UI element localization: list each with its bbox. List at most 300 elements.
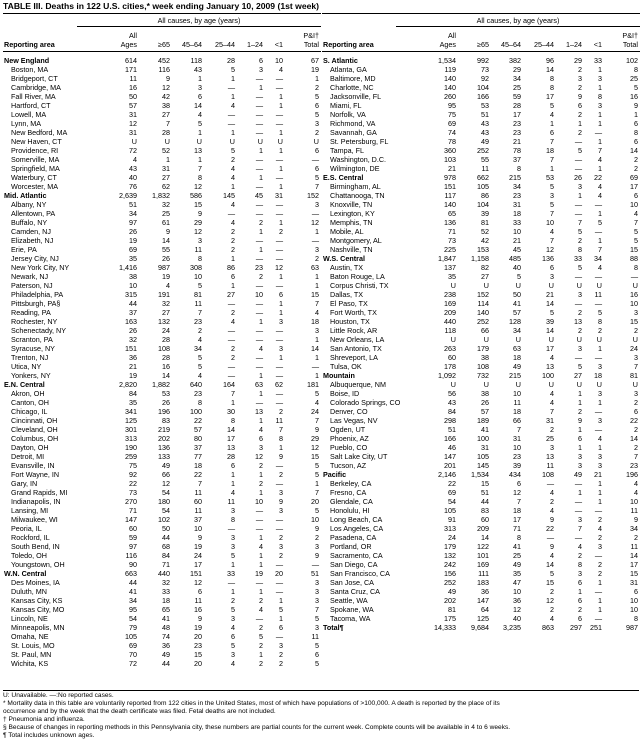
age-65-cell: 252 (477, 317, 489, 326)
age-65-cell: 102 (158, 515, 170, 524)
age-65-cell: 32 (162, 299, 170, 308)
reporting-area-name: Pittsburgh, PA§ (11, 299, 61, 308)
age-1-24-cell: 2 (578, 605, 582, 614)
pi-total-cell: 2 (634, 155, 638, 164)
reporting-area-header: Reporting area (323, 40, 374, 49)
age-65-cell: 57 (481, 407, 489, 416)
age-65-cell: 83 (481, 506, 489, 515)
reporting-area-name: New Orleans, LA (330, 335, 385, 344)
reporting-area-name: Savannah, GA (330, 128, 377, 137)
pi-total-cell: U (632, 380, 638, 389)
all-ages-cell: 440 (444, 317, 456, 326)
table-row (3, 497, 321, 506)
age-1-24-cell: — (255, 155, 263, 164)
all-ages-cell: 56 (448, 389, 456, 398)
all-ages-cell: 71 (448, 227, 456, 236)
all-ages-cell: 69 (129, 641, 137, 650)
age-45-64-cell: 215 (509, 371, 521, 380)
age-45-64-cell: 586 (190, 191, 202, 200)
all-ages-cell: 315 (125, 290, 137, 299)
table-row (3, 506, 321, 515)
age-1-24-cell: 6 (259, 56, 263, 65)
pi-total-cell: 4 (315, 398, 319, 407)
age-45-64-cell: 7 (517, 425, 521, 434)
pi-total-cell: 12 (311, 443, 319, 452)
reporting-area-name: Duluth, MN (11, 587, 47, 596)
age-lt1-cell: 3 (279, 317, 283, 326)
reporting-area-name: Springfield, MA (11, 164, 60, 173)
age-25-44-cell: 8 (550, 83, 554, 92)
age-65-cell: 43 (481, 128, 489, 137)
reporting-area-name: Cincinnati, OH (11, 416, 58, 425)
age-25-44-cell: 3 (550, 272, 554, 281)
all-ages-cell: 166 (444, 434, 456, 443)
age-25-44-cell: 4 (231, 200, 235, 209)
age-65-cell: 27 (162, 173, 170, 182)
age-65-cell: 27 (162, 308, 170, 317)
age-25-44-cell: 7 (550, 155, 554, 164)
all-ages-cell: 76 (129, 182, 137, 191)
reporting-area-name: Kansas City, MO (11, 605, 65, 614)
all-ages-cell: 51 (448, 425, 456, 434)
pi-total-cell: 10 (630, 497, 638, 506)
age-45-64-cell: 8 (198, 254, 202, 263)
age-1-24-cell: 12 (255, 452, 263, 461)
table-row (322, 263, 640, 272)
all-ages-cell: 21 (129, 362, 137, 371)
table-row (3, 632, 321, 641)
age-1-24-cell: 1 (259, 371, 263, 380)
all-ages-cell: 117 (444, 191, 456, 200)
age-group-label: All causes, by age (years) (77, 16, 321, 27)
pi-total-cell: 16 (630, 290, 638, 299)
pi-total-cell: 7 (315, 488, 319, 497)
age-lt1-cell: — (275, 461, 283, 470)
pi-total-cell: 6 (634, 587, 638, 596)
reporting-area-name: Rockford, IL (11, 533, 50, 542)
table-row (3, 371, 321, 380)
age-65-cell: 14 (162, 236, 170, 245)
all-ages-cell: 178 (444, 362, 456, 371)
age-1-24-cell: 5 (578, 227, 582, 236)
age-lt1-cell: 4 (598, 263, 602, 272)
age-45-64-cell: 8 (198, 398, 202, 407)
reporting-area-name: Omaha, NE (11, 632, 49, 641)
age-65-cell: 51 (481, 488, 489, 497)
pi-total-cell: U (632, 335, 638, 344)
table-header-left (3, 13, 321, 52)
reporting-area-name: E.S. Central (323, 173, 364, 182)
age-group-label: All causes, by age (years) (396, 16, 640, 27)
age-1-24-cell: 3 (578, 182, 582, 191)
age-65-cell: 31 (481, 443, 489, 452)
age-45-64-cell: 40 (513, 614, 521, 623)
age-25-44-cell: 5 (231, 551, 235, 560)
pi-total-cell: 9 (315, 551, 319, 560)
age-45-64-cell: 8 (517, 533, 521, 542)
age-lt1-cell: 5 (279, 605, 283, 614)
age-45-64-cell: 19 (194, 542, 202, 551)
age-25-44-cell: 2 (231, 596, 235, 605)
all-ages-cell: 70 (129, 650, 137, 659)
table-row (3, 236, 321, 245)
age-45-64-header: 45–64 (501, 40, 521, 49)
age-25-44-cell: 4 (550, 398, 554, 407)
age-45-64-cell: 34 (513, 182, 521, 191)
reporting-area-name: Tampa, FL (330, 146, 364, 155)
age-65-cell: U (483, 335, 489, 344)
age-65-cell: 44 (162, 533, 170, 542)
table-row (3, 200, 321, 209)
pi-total-header: Total (303, 40, 319, 49)
age-65-cell: 74 (162, 632, 170, 641)
reporting-area-name: Somerville, MA (11, 155, 60, 164)
age-25-44-cell: 18 (546, 146, 554, 155)
reporting-area-name: New Bedford, MA (11, 128, 68, 137)
age-1-24-cell: 1 (259, 317, 263, 326)
region-row (322, 56, 640, 65)
age-1-24-cell: — (255, 524, 263, 533)
age-65-cell: 53 (162, 389, 170, 398)
age-45-64-cell: 4 (198, 110, 202, 119)
all-ages-cell: 238 (444, 290, 456, 299)
reporting-area-name: Honolulu, HI (330, 506, 370, 515)
age-25-44-cell: 1 (231, 398, 235, 407)
age-1-24-cell: 6 (578, 578, 582, 587)
age-65-cell: 49 (162, 461, 170, 470)
pi-total-cell: — (311, 209, 319, 218)
reporting-area-name: Fort Wayne, IN (11, 470, 60, 479)
all-ages-cell: 92 (129, 470, 137, 479)
age-45-64-cell: 41 (513, 299, 521, 308)
age-25-44-cell: 1 (550, 119, 554, 128)
reporting-area-name: Des Moines, IA (11, 578, 60, 587)
age-25-44-cell: 5 (550, 200, 554, 209)
all-ages-cell: 38 (129, 272, 137, 281)
pi-total-cell: 2 (315, 533, 319, 542)
age-65-cell: 662 (477, 173, 489, 182)
reporting-area-name: Camden, NJ (11, 227, 51, 236)
age-65-cell: U (164, 137, 170, 146)
age-25-44-cell: 5 (550, 101, 554, 110)
age-1-24-cell: 49 (574, 470, 582, 479)
pi-total-cell: 9 (634, 101, 638, 110)
age-65-cell: 44 (481, 497, 489, 506)
age-25-44-cell: 8 (231, 416, 235, 425)
age-lt1-cell: 8 (598, 92, 602, 101)
age-25-44-cell: — (227, 209, 235, 218)
all-ages-cell: 2,639 (119, 191, 137, 200)
table-row (3, 137, 321, 146)
age-lt1-cell: 1 (598, 488, 602, 497)
age-45-64-cell: 3 (198, 83, 202, 92)
age-65-cell: 183 (477, 578, 489, 587)
age-lt1-cell: — (594, 200, 602, 209)
age-45-64-cell: 308 (190, 263, 202, 272)
age-25-44-cell: 14 (546, 326, 554, 335)
age-1-24-cell: 10 (255, 290, 263, 299)
age-25-44-cell: 7 (231, 389, 235, 398)
all-ages-header-top: All (129, 31, 137, 40)
age-65-cell: 133 (158, 452, 170, 461)
age-lt1-cell: — (275, 362, 283, 371)
age-65-cell: 122 (477, 542, 489, 551)
reporting-area-name: Bridgeport, CT (11, 74, 58, 83)
table-row (3, 551, 321, 560)
all-ages-cell: 54 (129, 614, 137, 623)
age-45-64-cell: 485 (509, 254, 521, 263)
table-row (322, 524, 640, 533)
age-45-64-cell: 43 (194, 65, 202, 74)
table-row (3, 452, 321, 461)
reporting-area-name: New York City, NY (11, 263, 70, 272)
reporting-area-name: S. Atlantic (323, 56, 358, 65)
age-1-24-cell: 1 (259, 470, 263, 479)
reporting-area-name: St. Louis, MO (11, 641, 55, 650)
age-lt1-cell: 22 (594, 173, 602, 182)
all-ages-cell: 73 (129, 488, 137, 497)
all-ages-cell: 225 (444, 245, 456, 254)
pi-total-cell: 7 (634, 362, 638, 371)
age-25-44-cell: 5 (231, 605, 235, 614)
reporting-area-name: Newark, NJ (11, 272, 49, 281)
table-row (3, 407, 321, 416)
pi-total-header: Total (622, 40, 638, 49)
all-ages-cell: 46 (448, 443, 456, 452)
age-65-cell: 50 (162, 524, 170, 533)
age-lt1-cell: — (594, 614, 602, 623)
age-65-cell: 180 (158, 497, 170, 506)
age-25-44-cell: 1 (231, 479, 235, 488)
age-45-64-cell: 23 (194, 641, 202, 650)
age-45-64-cell: 10 (513, 389, 521, 398)
age-65-cell: 92 (481, 74, 489, 83)
age-1-24-cell: 1 (259, 560, 263, 569)
age-25-44-cell: 4 (550, 227, 554, 236)
age-65-cell: 66 (162, 470, 170, 479)
all-ages-cell: 2,146 (438, 470, 456, 479)
age-65-cell: 9 (166, 74, 170, 83)
age-lt1-cell: 20 (275, 569, 283, 578)
table-row (322, 92, 640, 101)
age-65-cell: 11 (481, 164, 489, 173)
all-ages-cell: 202 (444, 596, 456, 605)
table-row (3, 101, 321, 110)
age-25-44-cell: 164 (223, 380, 235, 389)
age-65-cell: 28 (162, 353, 170, 362)
age-1-24-cell: 1 (259, 389, 263, 398)
age-45-64-cell: 13 (194, 146, 202, 155)
age-45-64-header: 45–64 (182, 40, 202, 49)
age-65-cell: 18 (162, 596, 170, 605)
age-1-24-cell: 4 (259, 542, 263, 551)
pi-total-cell: 7 (315, 416, 319, 425)
age-65-cell: 51 (481, 110, 489, 119)
table-row (3, 218, 321, 227)
table-row (322, 533, 640, 542)
age-lt1-cell: — (275, 515, 283, 524)
age-25-44-cell: 4 (550, 506, 554, 515)
reporting-area-name: Charlotte, NC (330, 83, 374, 92)
age-lt1-cell: 1 (279, 614, 283, 623)
table-row (322, 110, 640, 119)
reporting-area-name: Miami, FL (330, 101, 362, 110)
all-ages-cell: 12 (129, 119, 137, 128)
age-1-24-cell: 1 (259, 416, 263, 425)
age-25-44-cell: — (227, 371, 235, 380)
table-row (3, 542, 321, 551)
pi-total-cell: 1 (315, 335, 319, 344)
age-25-44-cell: 4 (231, 173, 235, 182)
reporting-area-name: Seattle, WA (330, 596, 368, 605)
pi-total-cell: 3 (315, 542, 319, 551)
age-lt1-cell: 1 (279, 146, 283, 155)
age-25-44-cell: 5 (231, 146, 235, 155)
age-25-44-cell: 1 (231, 587, 235, 596)
reporting-area-name: Albany, NY (11, 200, 47, 209)
age-45-64-cell: 4 (198, 335, 202, 344)
all-ages-cell: 156 (444, 569, 456, 578)
table-row (322, 434, 640, 443)
age-65-cell: 65 (162, 605, 170, 614)
age-65-cell: 66 (481, 326, 489, 335)
table-row (322, 290, 640, 299)
reporting-area-name: Cambridge, MA (11, 83, 61, 92)
age-1-24-cell: — (255, 353, 263, 362)
pi-total-cell: 1 (315, 272, 319, 281)
table-row (322, 155, 640, 164)
age-lt1-cell: — (275, 632, 283, 641)
age-65-cell: 191 (158, 290, 170, 299)
age-1-24-cell: 3 (578, 290, 582, 299)
age-25-44-cell: — (227, 524, 235, 533)
age-45-64-cell: 17 (194, 560, 202, 569)
age-65-cell: 26 (162, 254, 170, 263)
table-row (322, 65, 640, 74)
pi-total-cell: 181 (307, 380, 319, 389)
table-row (3, 578, 321, 587)
age-25-44-cell: 2 (231, 236, 235, 245)
age-25-44-cell: 12 (546, 596, 554, 605)
age-45-64-cell: 10 (194, 524, 202, 533)
all-ages-cell: 95 (129, 605, 137, 614)
table-row (322, 614, 640, 623)
age-lt1-cell: 2 (598, 515, 602, 524)
age-45-64-cell: 29 (194, 218, 202, 227)
table-row (3, 227, 321, 236)
reporting-area-name: Paterson, NJ (11, 281, 53, 290)
age-65-cell: 52 (162, 146, 170, 155)
age-25-44-cell: 14 (546, 560, 554, 569)
reporting-area-name: New Haven, CT (11, 137, 62, 146)
age-65-cell: 166 (477, 92, 489, 101)
reporting-area-name: St. Paul, MN (11, 650, 52, 659)
age-1-24-cell: — (574, 200, 582, 209)
pi-total-cell: 3 (634, 389, 638, 398)
reporting-area-name: Indianapolis, IN (11, 497, 61, 506)
table-row (3, 389, 321, 398)
reporting-area-name: Birmingham, AL (330, 182, 381, 191)
pi-total-cell: 15 (630, 317, 638, 326)
age-45-64-cell: 12 (513, 488, 521, 497)
age-25-44-cell: 1 (231, 92, 235, 101)
reporting-area-name: Youngstown, OH (11, 560, 65, 569)
age-45-64-cell: 31 (513, 200, 521, 209)
table-row (3, 416, 321, 425)
table-row (322, 281, 640, 290)
age-25-44-cell: 1 (231, 470, 235, 479)
all-ages-cell: 51 (129, 200, 137, 209)
region-row (3, 191, 321, 200)
all-ages-header-top: All (448, 31, 456, 40)
all-ages-cell: U (450, 335, 456, 344)
age-45-64-cell: 12 (194, 578, 202, 587)
all-ages-cell: 1,534 (438, 56, 456, 65)
age-25-44-cell: 6 (231, 632, 235, 641)
age-1-24-cell: 63 (255, 380, 263, 389)
age-25-44-cell: 25 (546, 434, 554, 443)
table-row (3, 263, 321, 272)
reporting-area-name: Canton, OH (11, 398, 49, 407)
age-45-64-cell: 35 (513, 569, 521, 578)
pi-total-cell: 24 (630, 344, 638, 353)
age-45-64-cell: 151 (190, 569, 202, 578)
age-25-44-cell: — (227, 83, 235, 92)
age-1-24-cell: — (255, 308, 263, 317)
age-45-64-cell: 23 (194, 389, 202, 398)
pi-total-cell: 5 (634, 227, 638, 236)
age-1-24-cell: 6 (578, 434, 582, 443)
all-ages-cell: 252 (444, 578, 456, 587)
reporting-area-name: Colorado Springs, CO (330, 398, 401, 407)
all-ages-header: Ages (439, 40, 456, 49)
all-ages-cell: 663 (125, 569, 137, 578)
age-lt1-cell: 3 (598, 452, 602, 461)
age-65-cell: 38 (481, 353, 489, 362)
all-ages-cell: 35 (448, 272, 456, 281)
age-lt1-cell: 3 (598, 416, 602, 425)
reporting-area-name: Lynn, MA (11, 119, 42, 128)
age-1-24-cell: — (255, 578, 263, 587)
reporting-area-name: Dayton, OH (11, 443, 49, 452)
table-row (3, 74, 321, 83)
table-row (3, 515, 321, 524)
age-lt1-cell: — (275, 479, 283, 488)
all-ages-cell: 175 (444, 614, 456, 623)
table-row (3, 524, 321, 533)
age-45-64-cell: 128 (509, 317, 521, 326)
all-ages-cell: 71 (129, 506, 137, 515)
age-65-cell: 101 (477, 551, 489, 560)
age-lt1-cell: 21 (594, 470, 602, 479)
table-row (3, 110, 321, 119)
pi-total-cell: 5 (315, 470, 319, 479)
age-1-24-cell: 7 (578, 524, 582, 533)
age-65-cell: 43 (481, 119, 489, 128)
age-25-44-cell: 22 (546, 524, 554, 533)
reporting-area-name: Nashville, TN (330, 245, 373, 254)
age-lt1-cell: 2 (598, 326, 602, 335)
table-row (3, 650, 321, 659)
all-ages-cell: 35 (129, 254, 137, 263)
all-ages-cell: 298 (444, 416, 456, 425)
pi-total-cell: 25 (630, 74, 638, 83)
all-ages-cell: 22 (129, 479, 137, 488)
age-1-24-cell: 2 (259, 641, 263, 650)
age-45-64-cell: 5 (198, 119, 202, 128)
age-65-cell: 9 (166, 227, 170, 236)
all-ages-cell: 72 (129, 146, 137, 155)
